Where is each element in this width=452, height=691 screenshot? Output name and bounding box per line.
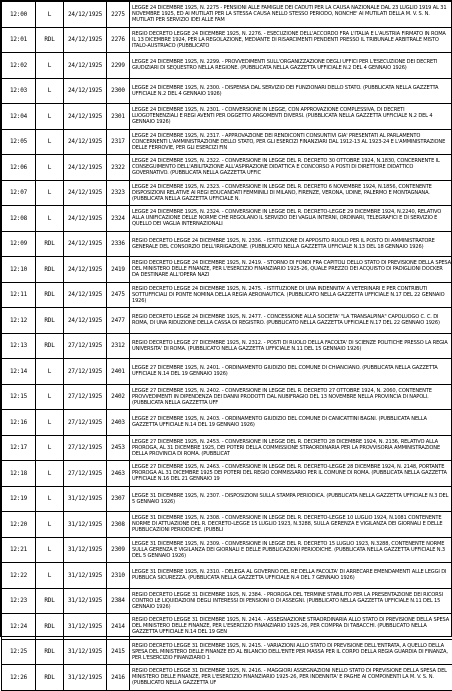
record-date: 31/12/1925: [64, 563, 107, 589]
record-type: RDL: [36, 231, 64, 257]
record-code: 2415: [107, 639, 130, 665]
record-code: 2402: [107, 384, 130, 410]
record-number: 12:03: [2, 78, 36, 104]
table-row: [2, 665, 452, 691]
table-row: [2, 53, 452, 79]
record-code: 2419: [107, 257, 130, 283]
record-description-text: LEGGE 24 DICEMBRE 1925, N. 2324. - CONVERSIONE IN LEGGE DEL R. DECRETO-LEGGE 29 DICEMBRE 1924, N.2240, RELATIVO ALLA UNIFICAZIONE DELLE NORME CHE REGOLANO IL SERVIZIO DEI VAGLIA INTERNI, ORDINARI, TELEGRAFICI E DI SERVIZIO E QUELLO DEI VAGLIA INTERNAZIONALI: [132, 209, 451, 227]
table-row: [2, 563, 452, 589]
record-type: L: [36, 53, 64, 79]
record-date: 24/12/1925: [64, 104, 107, 130]
record-number: 12:11: [2, 282, 36, 308]
record-number: 12:16: [2, 410, 36, 436]
record-description: [130, 2, 452, 28]
record-description: [130, 206, 452, 232]
record-code: 2322: [107, 155, 130, 181]
record-description-text: LEGGE 31 DICEMBRE 1925, N. 2308. - CONVERSIONE IN LEGGE DEL R. DECRETO-LEGGE 10 LUGLIO 1924, N.1081 CONTENENTE NORME DI ATTUAZIONE DEL R. DECRETO-LEGGE 15 LUGLIO 1923, N.3288, SULLA GERENZA E VIGILANZA DEI GIORNALI E DELLE PUBBLICAZIONI PERIODICHE. (PUBBLI: [132, 515, 451, 533]
record-number: 12:00: [2, 2, 36, 28]
record-number: 12:21: [2, 537, 36, 563]
record-description: [130, 410, 452, 436]
record-description-text: LEGGE 27 DICEMBRE 1925, N. 2463. - CONVERSIONE IN LEGGE DEL R. DECRETO-LEGGE 28 DICEMBRE 1924, N. 2148, PORTANTE PROROGA AL 31 DICEMBRE 1925 DEI POTERI DEL REGIO COMMISSARIO PER IL COMUNE DI ROMA. (PUBBLICATA NELLA GAZZETTA UFFICIALE N.16 DEL 21 GENNAIO 19: [132, 464, 451, 482]
record-number: 12:12: [2, 308, 36, 334]
table-row: [2, 2, 452, 28]
record-description-text: LEGGE 27 DICEMBRE 1925, N. 2403. - ORDINAMENTO GIUDIZIO DEL COMUNE DI CANICATTINI BAGNI. (PUBBLICATA NELLA GAZZETTA UFFICIALE N.14 DEL 19 GENNAIO 1926): [132, 416, 451, 428]
record-type: L: [36, 78, 64, 104]
record-number: 12:26: [2, 665, 36, 691]
record-code: 2276: [107, 27, 130, 53]
record-number: 12:07: [2, 180, 36, 206]
record-code: 2463: [107, 461, 130, 487]
record-type: RDL: [36, 308, 64, 334]
table-row: [2, 129, 452, 155]
record-description: [130, 282, 452, 308]
record-type: L: [36, 461, 64, 487]
table-row: [2, 410, 452, 436]
record-number: 12:18: [2, 461, 36, 487]
record-description: [130, 27, 452, 53]
record-date: 31/12/1925: [64, 512, 107, 538]
record-code: 2416: [107, 665, 130, 691]
record-date: 24/12/1925: [64, 53, 107, 79]
record-type: RDL: [36, 27, 64, 53]
record-number: 12:05: [2, 129, 36, 155]
record-description: [130, 180, 452, 206]
record-description-text: REGIO DECRETO LEGGE 24 DICEMBRE 1925, N. 2336. - ISTITUZIONE DI APPOSITO RUOLO PER IL POSTO DI AMMINISTRATORE GENERALE DEL CONSORZIO DELL'IRRIGAZIONE. (PUBBLICATO NELLA GAZZETTA UFFICIALE N.13 DEL 18 GENNAIO 1926): [132, 238, 451, 250]
record-code: 2308: [107, 512, 130, 538]
record-number: 12:20: [2, 512, 36, 538]
record-description: [130, 537, 452, 563]
record-date: 24/12/1925: [64, 155, 107, 181]
record-type: RDL: [36, 257, 64, 283]
record-number: 12:15: [2, 384, 36, 410]
record-code: 2310: [107, 563, 130, 589]
record-date: 24/12/1925: [64, 308, 107, 334]
record-number: 12:13: [2, 333, 36, 359]
records-body: [2, 2, 452, 691]
table-row: [2, 537, 452, 563]
record-description-text: REGIO DECRETO LEGGE 27 DICEMBRE 1925, N. 2312. - POSTI DI RUOLO DELLA FACOLTA' DI SCIENZE POLITICHE PRESSO LA REGIA UNIVERSITA' DI ROMA. (PUBBLICATO NELLA GAZZETTA UFFICIALE N.11 DEL 15 GENNAIO 1926): [132, 340, 451, 352]
record-description-text: LEGGE 24 DICEMBRE 1925, N. 2275 - PENSIONI ALLE FAMIGLIE DEI CADUTI PER LA CAUSA NAZIONALE DAL 23 LUGLIO 1919 AL 31 NOVEMBRE 1925, ED AI MUTILATI PER LA STESSA CAUSA NELLO STESSO PERIODO, NONCHE' AI MUTILATI DELLA M. V. S. N. MUTILATI PER SERVIZIO IDEI ALLE FAM: [132, 5, 451, 23]
record-number: 12:23: [2, 588, 36, 614]
record-number: 12:06: [2, 155, 36, 181]
record-date: 24/12/1925: [64, 180, 107, 206]
record-date: 24/12/1925: [64, 129, 107, 155]
record-code: 2300: [107, 78, 130, 104]
record-date: 24/12/1925: [64, 282, 107, 308]
table-row: [2, 180, 452, 206]
record-description-text: LEGGE 24 DICEMBRE 1925, N. 2317. - APPROVAZIONE DEI RENDICONTI CONSUNTIVI GIA' PRESENTATI AL PARLAMENTO CONCERNENTI L'AMMINISTRAZIONE DELLO STATO, PER GLI ESERCIZI FINANZIARI DAL 1912-13 AL 1923-24 E L'AMMINISTRAZIONE DELLE FERROVIE, PER GLI ESERCIZI FIN: [132, 133, 451, 151]
record-code: 2323: [107, 180, 130, 206]
record-code: 2324: [107, 206, 130, 232]
record-date: 27/12/1925: [64, 359, 107, 385]
record-description-text: LEGGE 31 DICEMBRE 1925, N. 2309. - CONVERSIONE IN LEGGE DEL R. DECRETO 15 LUGLIO 1923, N.3288, CONTENENTE NORME SULLA GERENZA E VIGILANZA DEI GIORNALI E DELLE PUBBLICAZIONI PERIODICHE. (PUBBLICATA NELLA GAZZETTA UFFICIALE N.3 DEL 5 GENNAIO 1926): [132, 541, 451, 559]
record-description-text: LEGGE 27 DICEMBRE 1925, N. 2401. - ORDINAMENTO GIUDIZIO DEL COMUNE DI CHIANCIANO. (PUBBLICATA NELLA GAZZETTA UFFICIALE N.14 DEL 19 GENNAIO 1926): [132, 365, 451, 377]
records-table: [1, 1, 452, 691]
record-date: 24/12/1925: [64, 2, 107, 28]
table-row: [2, 257, 452, 283]
record-date: 24/12/1925: [64, 257, 107, 283]
record-description: [130, 231, 452, 257]
record-code: 2309: [107, 537, 130, 563]
record-description-text: REGIO DECRETO LEGGE 31 DICEMBRE 1925, N. 2416. - MAGGIORI ASSEGNAZIONI NELLO STATO DI PREVISIONE DELLA SPESA DEL MINISTERO DELLE FINANZE, PER L'ESERCIZIO FINANZIARIO 1925-26, PER INDENNITA' E PAGHE AI COMPONENTI LA M. V. S. N. (PUBBLICATO NELLA GAZZETTA UF: [132, 668, 451, 686]
record-description-text: LEGGE 24 DICEMBRE 1925, N. 2300. - DISPENSA DAL SERVIZIO DEI FUNZIONARI DELLO STATO. (PUBBLICATA NELLA GAZZETTA UFFICIALE N.2 DEL 4 GENNAIO 1926): [132, 85, 451, 97]
record-description: [130, 486, 452, 512]
record-type: RDL: [36, 333, 64, 359]
record-number: 12:14: [2, 359, 36, 385]
record-date: 24/12/1925: [64, 206, 107, 232]
record-code: 2384: [107, 588, 130, 614]
record-date: 31/12/1925: [64, 537, 107, 563]
record-description: [130, 639, 452, 665]
record-description: [130, 563, 452, 589]
table-row: [2, 206, 452, 232]
record-type: RDL: [36, 588, 64, 614]
record-number: 12:02: [2, 53, 36, 79]
record-date: 24/12/1925: [64, 78, 107, 104]
record-number: 12:04: [2, 104, 36, 130]
record-description-text: REGIO DECRETO LEGGE 24 DICEMBRE 1925, N. 2276. - ESECUZIONE DELL'ACCORDO FRA L'ITALIA E L'AUSTRIA FIRMATO IN ROMA IL 13 DICEMBRE 1924, PER LA REGOLAZIONE, MEDIANTE DI RISARCIMENTI PENDENTI PRESSO IL TRIBUNALE ARBITRALE MISTO ITALO-AUSTRIACO (PUBBLICATO: [132, 31, 451, 49]
record-code: 2401: [107, 359, 130, 385]
record-description-text: LEGGE 31 DICEMBRE 1925, N. 2307. - DISPOSIZIONI SULLA STAMPA PERIODICA. (PUBBLICATA NELLA GAZZETTA UFFICIALE N.3 DEL 5 GENNAIO 1926): [132, 493, 451, 505]
record-type: L: [36, 537, 64, 563]
table-row: [2, 104, 452, 130]
record-description-text: LEGGE 24 DICEMBRE 1925, N. 2299. - PROVVEDIMENTI SULL'ORGANIZZAZIONE DEGLI UFFICI PER L'ESECUZIONE DEI DECRETI GIUDIZIARI DI SEQUESTRO NELLA REGIONE. (PUBBLICATA NELLA GAZZETTA UFFICIALE N.2 DEL 4 GENNAIO 1926): [132, 59, 451, 71]
record-type: L: [36, 180, 64, 206]
record-type: RDL: [36, 282, 64, 308]
record-description-text: LEGGE 24 DICEMBRE 1925, N. 2301. - CONVERSIONE IN LEGGE, CON APPROVAZIONE COMPLESSIVA, DI DECRETI LUOGOTENENZIALI E REGI AVENTI PER OGGETTO ARGOMENTI DIVERSI. (PUBBLICATA NELLA GAZZETTA UFFICIALE N.2 DEL 4 GENNAIO 1926): [132, 107, 451, 125]
record-code: 2453: [107, 435, 130, 461]
record-description: [130, 78, 452, 104]
record-description-text: LEGGE 24 DICEMBRE 1925, N. 2323. - CONVERSIONE IN LEGGE DEL R. DECRETO 6 NOVEMBRE 1924, N.1856, CONTENENTE DISPOSIZIONI RELATIVE AI REGI EDUCANDATI FEMMINILI DI MILANO, FIRENZE, VERONA, UDINE, PALERMO E MONTAGNANA. (PUBBLICATA NELLA GAZZETTA UFFICIALE N.: [132, 184, 451, 202]
record-type: L: [36, 410, 64, 436]
record-date: 31/12/1925: [64, 614, 107, 640]
record-code: 2477: [107, 308, 130, 334]
record-code: 2301: [107, 104, 130, 130]
record-description-text: REGIO DECRETO LEGGE 31 DICEMBRE 1925, N. 2414. - ASSEGNAZIONE STRAORDINARIA ALLO STATO DI PREVISIONE DELLA SPESA DEL MINISTERO DELLE FINANZE, PER L'ESERCIZIO FINANZIARIO 1925-26, PER COMPRA DI TABACCHI. (PUBBLICATO NELLA GAZZETTA UFFICIALE N.14 DEL 19 GEN: [132, 617, 451, 635]
record-date: 27/12/1925: [64, 384, 107, 410]
table-row: [2, 512, 452, 538]
record-number: 12:25: [2, 639, 36, 665]
record-code: 2312: [107, 333, 130, 359]
record-description: [130, 512, 452, 538]
record-type: RDL: [36, 639, 64, 665]
record-description-text: REGIO DECRETO LEGGE 24 DICEMBRE 1925, N. 2475. - ISTITUZIONE DI UNA INDENNITA' A VETERINARI E PER CONTRIBUTI SOTTUFFICIALI DI PONTE NOMINA DELLA REGIA AERONAUTICA. (PUBBLICATO NELLA GAZZETTA UFFICIALE N.17 DEL 22 GENNAIO 1926): [132, 286, 451, 304]
table-row: [2, 486, 452, 512]
record-code: 2414: [107, 614, 130, 640]
table-row: [2, 308, 452, 334]
record-type: RDL: [36, 614, 64, 640]
table-row: [2, 639, 452, 665]
table-row: [2, 78, 452, 104]
record-code: 2275: [107, 2, 130, 28]
record-description-text: REGIO DECRETO LEGGE 24 DICEMBRE 1925, N. 2419. - STORNO DI FONDI FRA CAPITOLI DELLO STATO DI PREVISIONE DELLA SPESA DEL MINISTERO DELLE FINANZE, PER L'ESERCIZIO FINANZIARIO 1925-26, QUALE PREZZO DEI ACQUISTO DI PADIGLIONI DOCKER DA DESTINARE ALL'OPERA NAZI: [132, 260, 451, 278]
record-description: [130, 129, 452, 155]
record-code: 2403: [107, 410, 130, 436]
record-type: L: [36, 435, 64, 461]
record-number: 12:09: [2, 231, 36, 257]
record-description-text: REGIO DECRETO LEGGE 24 DICEMBRE 1925, N. 2477. - CONCESSIONE ALLA SOCIETA' "LA TRANSALPINA" CAPOLUOGO C. C. DI ROMA, DI UNA RIDUZIONE DELLA CASSA DI REGISTRO. (PUBBLICATO NELLA GAZZETTA UFFICIALE N.17 DEL 22 GENNAIO 1926): [132, 314, 451, 326]
record-description: [130, 614, 452, 640]
record-date: 31/12/1925: [64, 588, 107, 614]
record-date: 24/12/1925: [64, 27, 107, 53]
record-type: L: [36, 384, 64, 410]
record-description: [130, 104, 452, 130]
record-date: 27/12/1925: [64, 333, 107, 359]
record-date: 31/12/1925: [64, 639, 107, 665]
record-date: 27/12/1925: [64, 435, 107, 461]
record-number: 12:08: [2, 206, 36, 232]
record-description: [130, 588, 452, 614]
record-type: L: [36, 104, 64, 130]
record-number: 12:19: [2, 486, 36, 512]
table-row: [2, 614, 452, 640]
record-type: L: [36, 563, 64, 589]
record-code: 2307: [107, 486, 130, 512]
table-row: [2, 282, 452, 308]
record-description: [130, 155, 452, 181]
record-code: 2299: [107, 53, 130, 79]
record-number: 12:17: [2, 435, 36, 461]
record-date: 31/12/1925: [64, 665, 107, 691]
record-description-text: REGIO DECRETO LEGGE 31 DICEMBRE 1925, N. 2384. - PROROGA DEL TERMINE STABILITO PER LA PRESENTAZIONE DEI RICORSI CONTRO LE LIQUIDAZIONI DEGLI INTERESSI DI PENSIONI O DI ASSEGNI. (PUBBLICATO NELLA GAZZETTA UFFICIALE N.11 DEL 15 GENNAIO 1926): [132, 592, 451, 610]
record-number: 12:24: [2, 614, 36, 640]
table-row: [2, 461, 452, 487]
table-row: [2, 155, 452, 181]
record-type: L: [36, 155, 64, 181]
record-description: [130, 359, 452, 385]
record-type: L: [36, 2, 64, 28]
record-description-text: LEGGE 31 DICEMBRE 1925, N. 2310. - DELEGA AL GOVERNO DEL RE DELLA FACOLTA' DI ARRECARE EMENDAMENTI ALLE LEGGI DI PUBBLICA SICUREZZA. (PUBBLICATA NELLA GAZZETTA UFFICIALE N.4 DEL 7 GENNAIO 1926): [132, 569, 451, 581]
record-type: L: [36, 486, 64, 512]
record-date: 31/12/1925: [64, 486, 107, 512]
table-row: [2, 333, 452, 359]
record-description: [130, 384, 452, 410]
table-row: [2, 435, 452, 461]
table-row: [2, 384, 452, 410]
record-description: [130, 53, 452, 79]
record-description-text: LEGGE 27 DICEMBRE 1925, N. 2402. - CONVERSIONE IN LEGGE DEL R. DECRETO 27 OTTOBRE 1924, N. 2060, CONTENENTE PROVVEDIMENTI IN DIPENDENZA DEI DANNI PRODOTTI DAL NUBIFRAGIO DEL 13 NOVEMBRE NELLA PROVINCIA DI NAPOLI. (PUBBLICATA NELLA GAZZETTA UFF: [132, 388, 451, 406]
record-description-text: LEGGE 24 DICEMBRE 1925, N. 2322. - CONVERSIONE IN LEGGE DEL R. DECRETO 30 OTTOBRE 1924, N.1830, CONCERNENTE IL CONSEGUIMENTO DELL'ABILITAZIONE ALL'ASPIRAZIONE DIDATTICA E CONCORSO A POSTI DI DIRETTORE DIDATTICO GOVERNATIVO. (PUBBLICATA NELLA GAZZETTA UFFIC: [132, 158, 451, 176]
record-description-text: LEGGE 27 DICEMBRE 1925, N. 2453. - CONVERSIONE IN LEGGE DEL R. DECRETO 28 DICEMBRE 1924, N. 2136, RELATIVO ALLA PROROGA, AL 31 DICEMBRE 1925, DEI POTERI DELLA COMMISSIONE STRAORDINARIA PER LA PROVVISORIA AMMINISTRAZIONE DELLA PROVINCIA DI ROMA. (PUBBLICAT: [132, 439, 451, 457]
record-code: 2475: [107, 282, 130, 308]
table-row: [2, 359, 452, 385]
record-description: [130, 461, 452, 487]
record-type: L: [36, 129, 64, 155]
table-row: [2, 588, 452, 614]
record-type: L: [36, 206, 64, 232]
record-code: 2317: [107, 129, 130, 155]
record-date: 24/12/1925: [64, 231, 107, 257]
record-number: 12:22: [2, 563, 36, 589]
table-row: [2, 231, 452, 257]
record-date: 27/12/1925: [64, 410, 107, 436]
table-row: [2, 27, 452, 53]
record-description-text: REGIO DECRETO LEGGE 31 DICEMBRE 1925, N. 2415. - VARIAZIONI ALLO STATO DI PREVISIONE DELL'ENTRATA, A QUELLO DELLA SPESA DEL MINISTERO DELLE FINANZE ED AL BILANCIO DELL'ENTE PER MASSA PER IL CORPO DELLA REGIA GUARDIA DI FINANZA, PER L'ESERCIZIO FINANZIARIO 1: [132, 643, 451, 661]
record-description: [130, 308, 452, 334]
record-date: 27/12/1925: [64, 461, 107, 487]
record-number: 12:10: [2, 257, 36, 283]
record-description: [130, 333, 452, 359]
record-type: L: [36, 512, 64, 538]
record-type: RDL: [36, 665, 64, 691]
record-description: [130, 665, 452, 691]
record-code: 2336: [107, 231, 130, 257]
record-type: L: [36, 359, 64, 385]
record-number: 12:01: [2, 27, 36, 53]
record-description: [130, 435, 452, 461]
record-description: [130, 257, 452, 283]
